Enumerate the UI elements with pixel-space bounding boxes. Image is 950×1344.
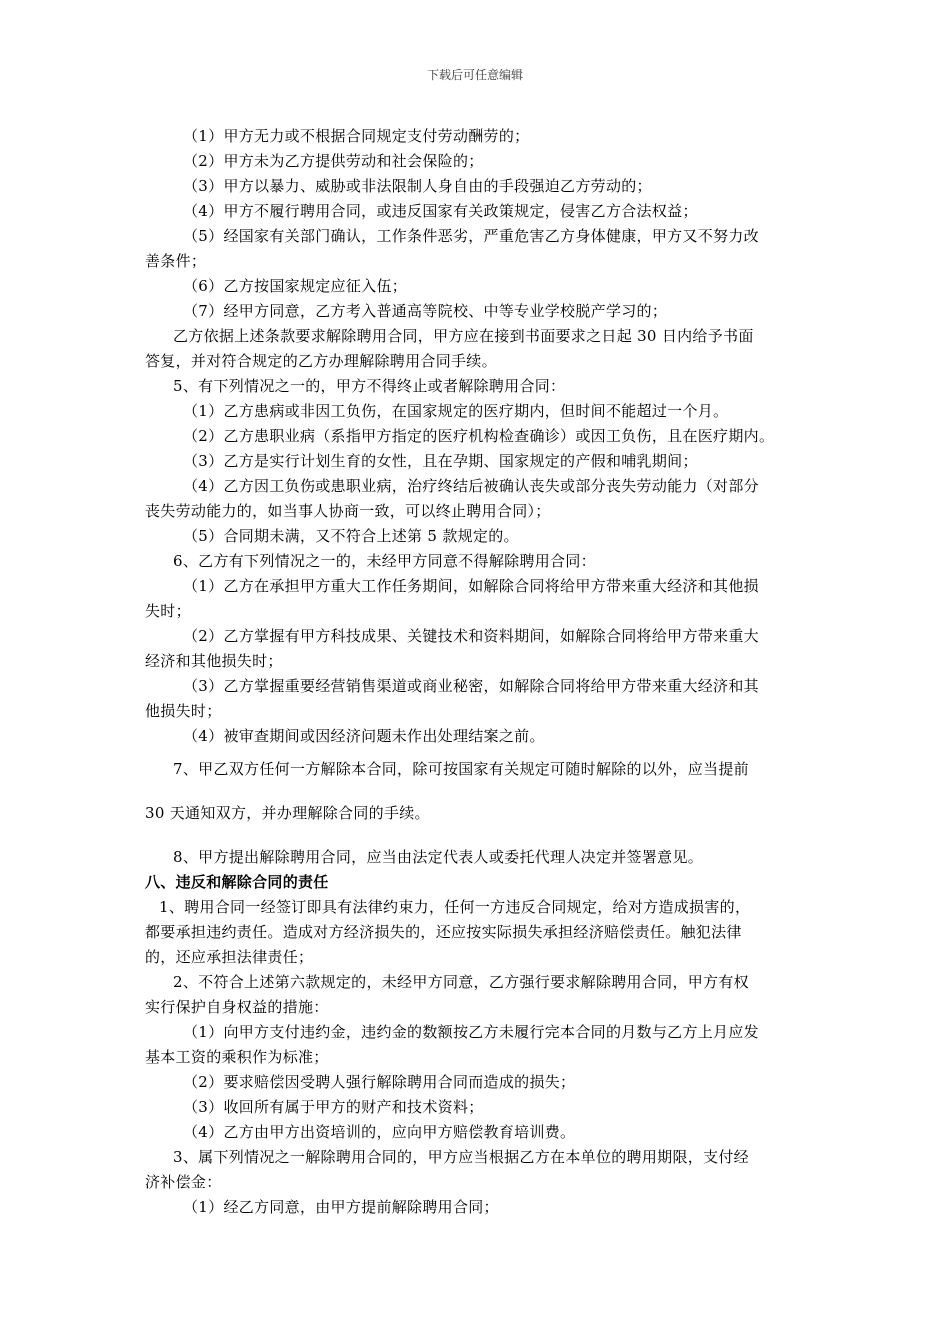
text-line: （4）乙方因工负伤或患职业病，治疗终结后被确认丧失或部分丧失劳动能力（对部分 — [183, 477, 759, 495]
text-line: 丧失劳动能力的，如当事人协商一致，可以终止聘用合同）； — [145, 502, 551, 520]
text-line: （1）向甲方支付违约金，违约金的数额按乙方未履行完本合同的月数与乙方上月应发 — [183, 1023, 759, 1041]
text-line: （6）乙方按国家规定应征入伍； — [183, 277, 408, 295]
text-line: （2）要求赔偿因受聘人强行解除聘用合同而造成的损失； — [183, 1073, 576, 1091]
text-line: 8、甲方提出解除聘用合同，应当由法定代表人或委托代理人决定并签署意见。 — [173, 848, 704, 866]
text-line: 的，还应承担法律责任； — [145, 948, 314, 966]
text-line: 他损失时； — [145, 702, 222, 720]
spacer — [145, 782, 815, 801]
spacer — [145, 826, 815, 845]
text-line: （3）乙方掌握重要经营销售渠道或商业秘密，如解除合同将给甲方带来重大经济和其 — [183, 677, 759, 695]
text-line: （1）乙方患病或非因工负伤，在国家规定的医疗期内，但时间不能超过一个月。 — [183, 402, 729, 420]
text-line: （2）甲方未为乙方提供劳动和社会保险的； — [183, 152, 484, 170]
text-line: 3、属下列情况之一解除聘用合同的，甲方应当根据乙方在本单位的聘用期限，支付经 — [173, 1148, 749, 1166]
text-line: 6、乙方有下列情况之一的，未经甲方同意不得解除聘用合同： — [173, 552, 596, 570]
text-line: 实行保护自身权益的措施： — [145, 998, 329, 1016]
text-line: （3）甲方以暴力、威胁或非法限制人身自由的手段强迫乙方劳动的； — [183, 177, 652, 195]
text-line: 济补偿金： — [145, 1173, 222, 1191]
text-line: 1、聘用合同一经签订即具有法律约束力，任何一方违反合同规定，给对方造成损害的， — [159, 898, 751, 916]
text-line: （3）乙方是实行计划生育的女性，且在孕期、国家规定的产假和哺乳期间； — [183, 452, 698, 470]
text-line: （3）收回所有属于甲方的财产和技术资料； — [183, 1098, 484, 1116]
text-line: 答复，并对符合规定的乙方办理解除聘用合同手续。 — [145, 352, 497, 370]
text-line: 2、不符合上述第六款规定的，未经甲方同意，乙方强行要求解除聘用合同，甲方有权 — [173, 973, 749, 991]
text-line: 都要承担违约责任。造成对方经济损失的，还应按实际损失承担经济赔偿责任。触犯法律 — [145, 923, 742, 941]
text-line: 经济和其他损失时； — [145, 652, 283, 670]
text-line: （7）经甲方同意，乙方考入普通高等院校、中等专业学校脱产学习的； — [183, 302, 668, 320]
text-line: （4）乙方由甲方出资培训的，应向甲方赔偿教育培训费。 — [183, 1123, 576, 1141]
text-line: 基本工资的乘积作为标准； — [145, 1048, 329, 1066]
text-line: 善条件； — [145, 252, 207, 270]
text-line: （1）甲方无力或不根据合同规定支付劳动酬劳的； — [183, 127, 530, 145]
text-line: （2）乙方患职业病（系指甲方指定的医疗机构检查确诊）或因工负伤，且在医疗期内。 — [183, 427, 775, 445]
text-line: （5）合同期未满，又不符合上述第 5 款规定的。 — [183, 527, 519, 545]
text-line: （1）经乙方同意，由甲方提前解除聘用合同； — [183, 1198, 499, 1216]
text-line: （2）乙方掌握有甲方科技成果、关键技术和资料期间，如解除合同将给甲方带来重大 — [183, 627, 759, 645]
text-line: 7、甲乙双方任何一方解除本合同，除可按国家有关规定可随时解除的以外，应当提前 — [173, 760, 749, 778]
text-line: （5）经国家有关部门确认，工作条件恶劣，严重危害乙方身体健康，甲方又不努力改 — [183, 227, 759, 245]
text-line: 乙方依据上述条款要求解除聘用合同，甲方应在接到书面要求之日起 30 日内给予书面 — [173, 327, 754, 345]
text-line: （1）乙方在承担甲方重大工作任务期间，如解除合同将给甲方带来重大经济和其他损 — [183, 577, 759, 595]
page-header: 下载后可任意编辑 — [426, 68, 523, 82]
text-line: 失时； — [145, 602, 191, 620]
text-line: （4）被审查期间或因经济问题未作出处理结案之前。 — [183, 727, 545, 745]
text-line: 30 天通知双方，并办理解除合同的手续。 — [145, 804, 430, 822]
section-heading: 八、违反和解除合同的责任 — [145, 873, 329, 891]
document-body — [145, 124, 815, 1220]
text-line: 5、有下列情况之一的，甲方不得终止或者解除聘用合同： — [173, 377, 566, 395]
spacer — [145, 749, 815, 757]
text-line: （4）甲方不履行聘用合同，或违反国家有关政策规定，侵害乙方合法权益； — [183, 202, 698, 220]
